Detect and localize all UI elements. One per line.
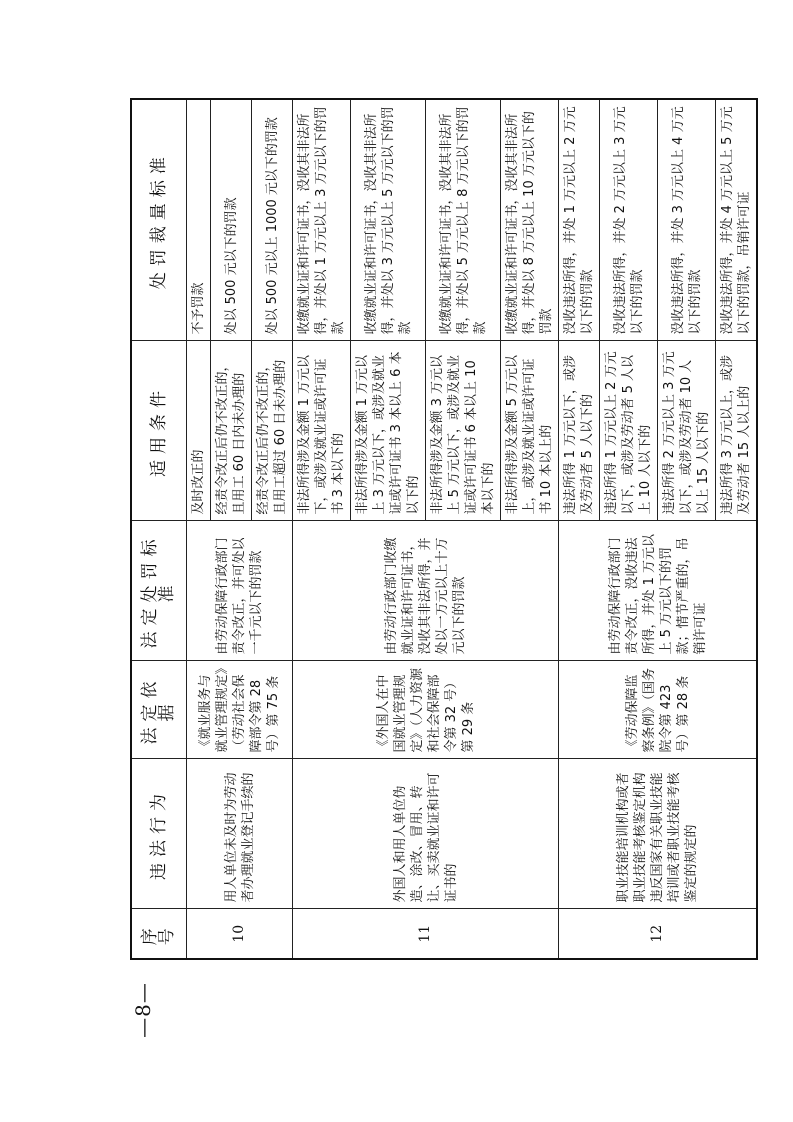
- row-serial: 11: [293, 909, 559, 959]
- row-penalty: 没收违法所得，并处 4 万元以上 5 万元以下的罚款，吊销许可证: [716, 99, 758, 341]
- row-penalty: 收缴就业证和许可证书，没收其非法所得，并处以 3 万元以上 5 万元以下的罚款: [351, 99, 426, 341]
- penalty-table: [130, 98, 758, 960]
- header-serial: 序号: [131, 909, 187, 959]
- row-condition: 经责令改正后仍不改正的，且用工 60 日内未办理的: [211, 341, 252, 521]
- row-penalty: 处以 500 元以上 1000 元以下的罚款: [252, 99, 293, 341]
- row-condition: 非法所得涉及金额 1 万元以上 3 万元以下，或涉及就业证或许可证书 3 本以上 6 本以下的: [351, 341, 426, 521]
- row-condition: 非法所得涉及金额 5 万元以上，或涉及就业证或许可证书 10 本以上的: [501, 341, 559, 521]
- row-basis: 《外国人在中国就业管理规定》（人力资源和社会保障部令第 32 号）第 29 条: [293, 661, 559, 759]
- row-condition: 非法所得涉及金额 3 万元以上 5 万元以下，或涉及就业证或许可证书 6 本以上 10 本以下的: [426, 341, 501, 521]
- row-condition: 及时改正的: [187, 341, 211, 521]
- row-penalty: 没收违法所得，并处 1 万元以上 2 万元以下的罚款: [559, 99, 600, 341]
- row-condition: 违法所得 3 万元以上，或涉及劳动者 15 人以上的: [716, 341, 758, 521]
- header-penalty: 处罚裁量标准: [131, 99, 187, 341]
- row-standard: 由劳动保障行政部门责令改正，没收违法所得，并处 1 万元以上 5 万元以下的罚款；情节严重的，吊销许可证: [559, 521, 758, 661]
- header-behavior: 违法行为: [131, 759, 187, 909]
- row-behavior: 外国人和用人单位伪造、涂改、冒用、转让、买卖就业证和许可证书的: [293, 759, 559, 909]
- header-basis: 法定依据: [131, 661, 187, 759]
- row-penalty: 不予罚款: [187, 99, 211, 341]
- row-condition: 非法所得涉及金额 1 万元以下，或涉及就业证或许可证书 3 本以下的: [293, 341, 351, 521]
- row-basis: 《劳动保障监察条例》（国务院令第 423 号）第 28 条: [559, 661, 758, 759]
- row-serial: 12: [559, 909, 758, 959]
- header-condition: 适用条件: [131, 341, 187, 521]
- row-standard: 由劳动保障行政部门责令改正，并可处以一千元以下的罚款: [187, 521, 293, 661]
- row-penalty: 没收违法所得，并处 3 万元以上 4 万元以下的罚款: [658, 99, 716, 341]
- row-standard: 由劳动行政部门收缴就业证和许可证书，没收其非法所得，并处以一万元以上十万元以下的罚款: [293, 521, 559, 661]
- table-header-row: [131, 99, 187, 959]
- header-standard: 法定处罚标准: [131, 521, 187, 661]
- row-condition: 违法所得 2 万元以上 3 万元以下，或涉及劳动者 10 人以上 15 人以下的: [658, 341, 716, 521]
- row-condition: 违法所得 1 万元以下，或涉及劳动者 5 人以下的: [559, 341, 600, 521]
- row-penalty: 没收违法所得，并处 2 万元以上 3 万元以下的罚款: [600, 99, 658, 341]
- table-row: [293, 99, 351, 959]
- row-penalty: 收缴就业证和许可证书，没收其非法所得，并处以 5 万元以上 8 万元以下的罚款: [426, 99, 501, 341]
- row-condition: 违法所得 1 万元以上 2 万元以下，或涉及劳动者 5 人以上 10 人以下的: [600, 341, 658, 521]
- penalty-table-rotated: [130, 100, 752, 960]
- row-basis: 《就业服务与就业管理规定》（劳动社会保障部令第 28 号）第 75 条: [187, 661, 293, 759]
- row-penalty: 收缴就业证和许可证书，没收其非法所得，并处以 1 万元以上 3 万元以下的罚款: [293, 99, 351, 341]
- table-row: [559, 99, 600, 959]
- table-row: [187, 99, 211, 959]
- row-serial: 10: [187, 909, 293, 959]
- row-condition: 经责令改正后仍不改正的，且用工超过 60 日未办理的: [252, 341, 293, 521]
- row-behavior: 职业技能培训机构或者职业技能考核鉴定机构违反国家有关职业技能培训或者职业技能考核鉴定的规定的: [559, 759, 758, 909]
- page-number: —8—: [130, 982, 155, 1038]
- row-penalty: 收缴就业证和许可证书，没收其非法所得，并处以 8 万元以上 10 万元以下的罚款: [501, 99, 559, 341]
- row-penalty: 处以 500 元以下的罚款: [211, 99, 252, 341]
- row-behavior: 用人单位未及时为劳动者办理就业登记手续的: [187, 759, 293, 909]
